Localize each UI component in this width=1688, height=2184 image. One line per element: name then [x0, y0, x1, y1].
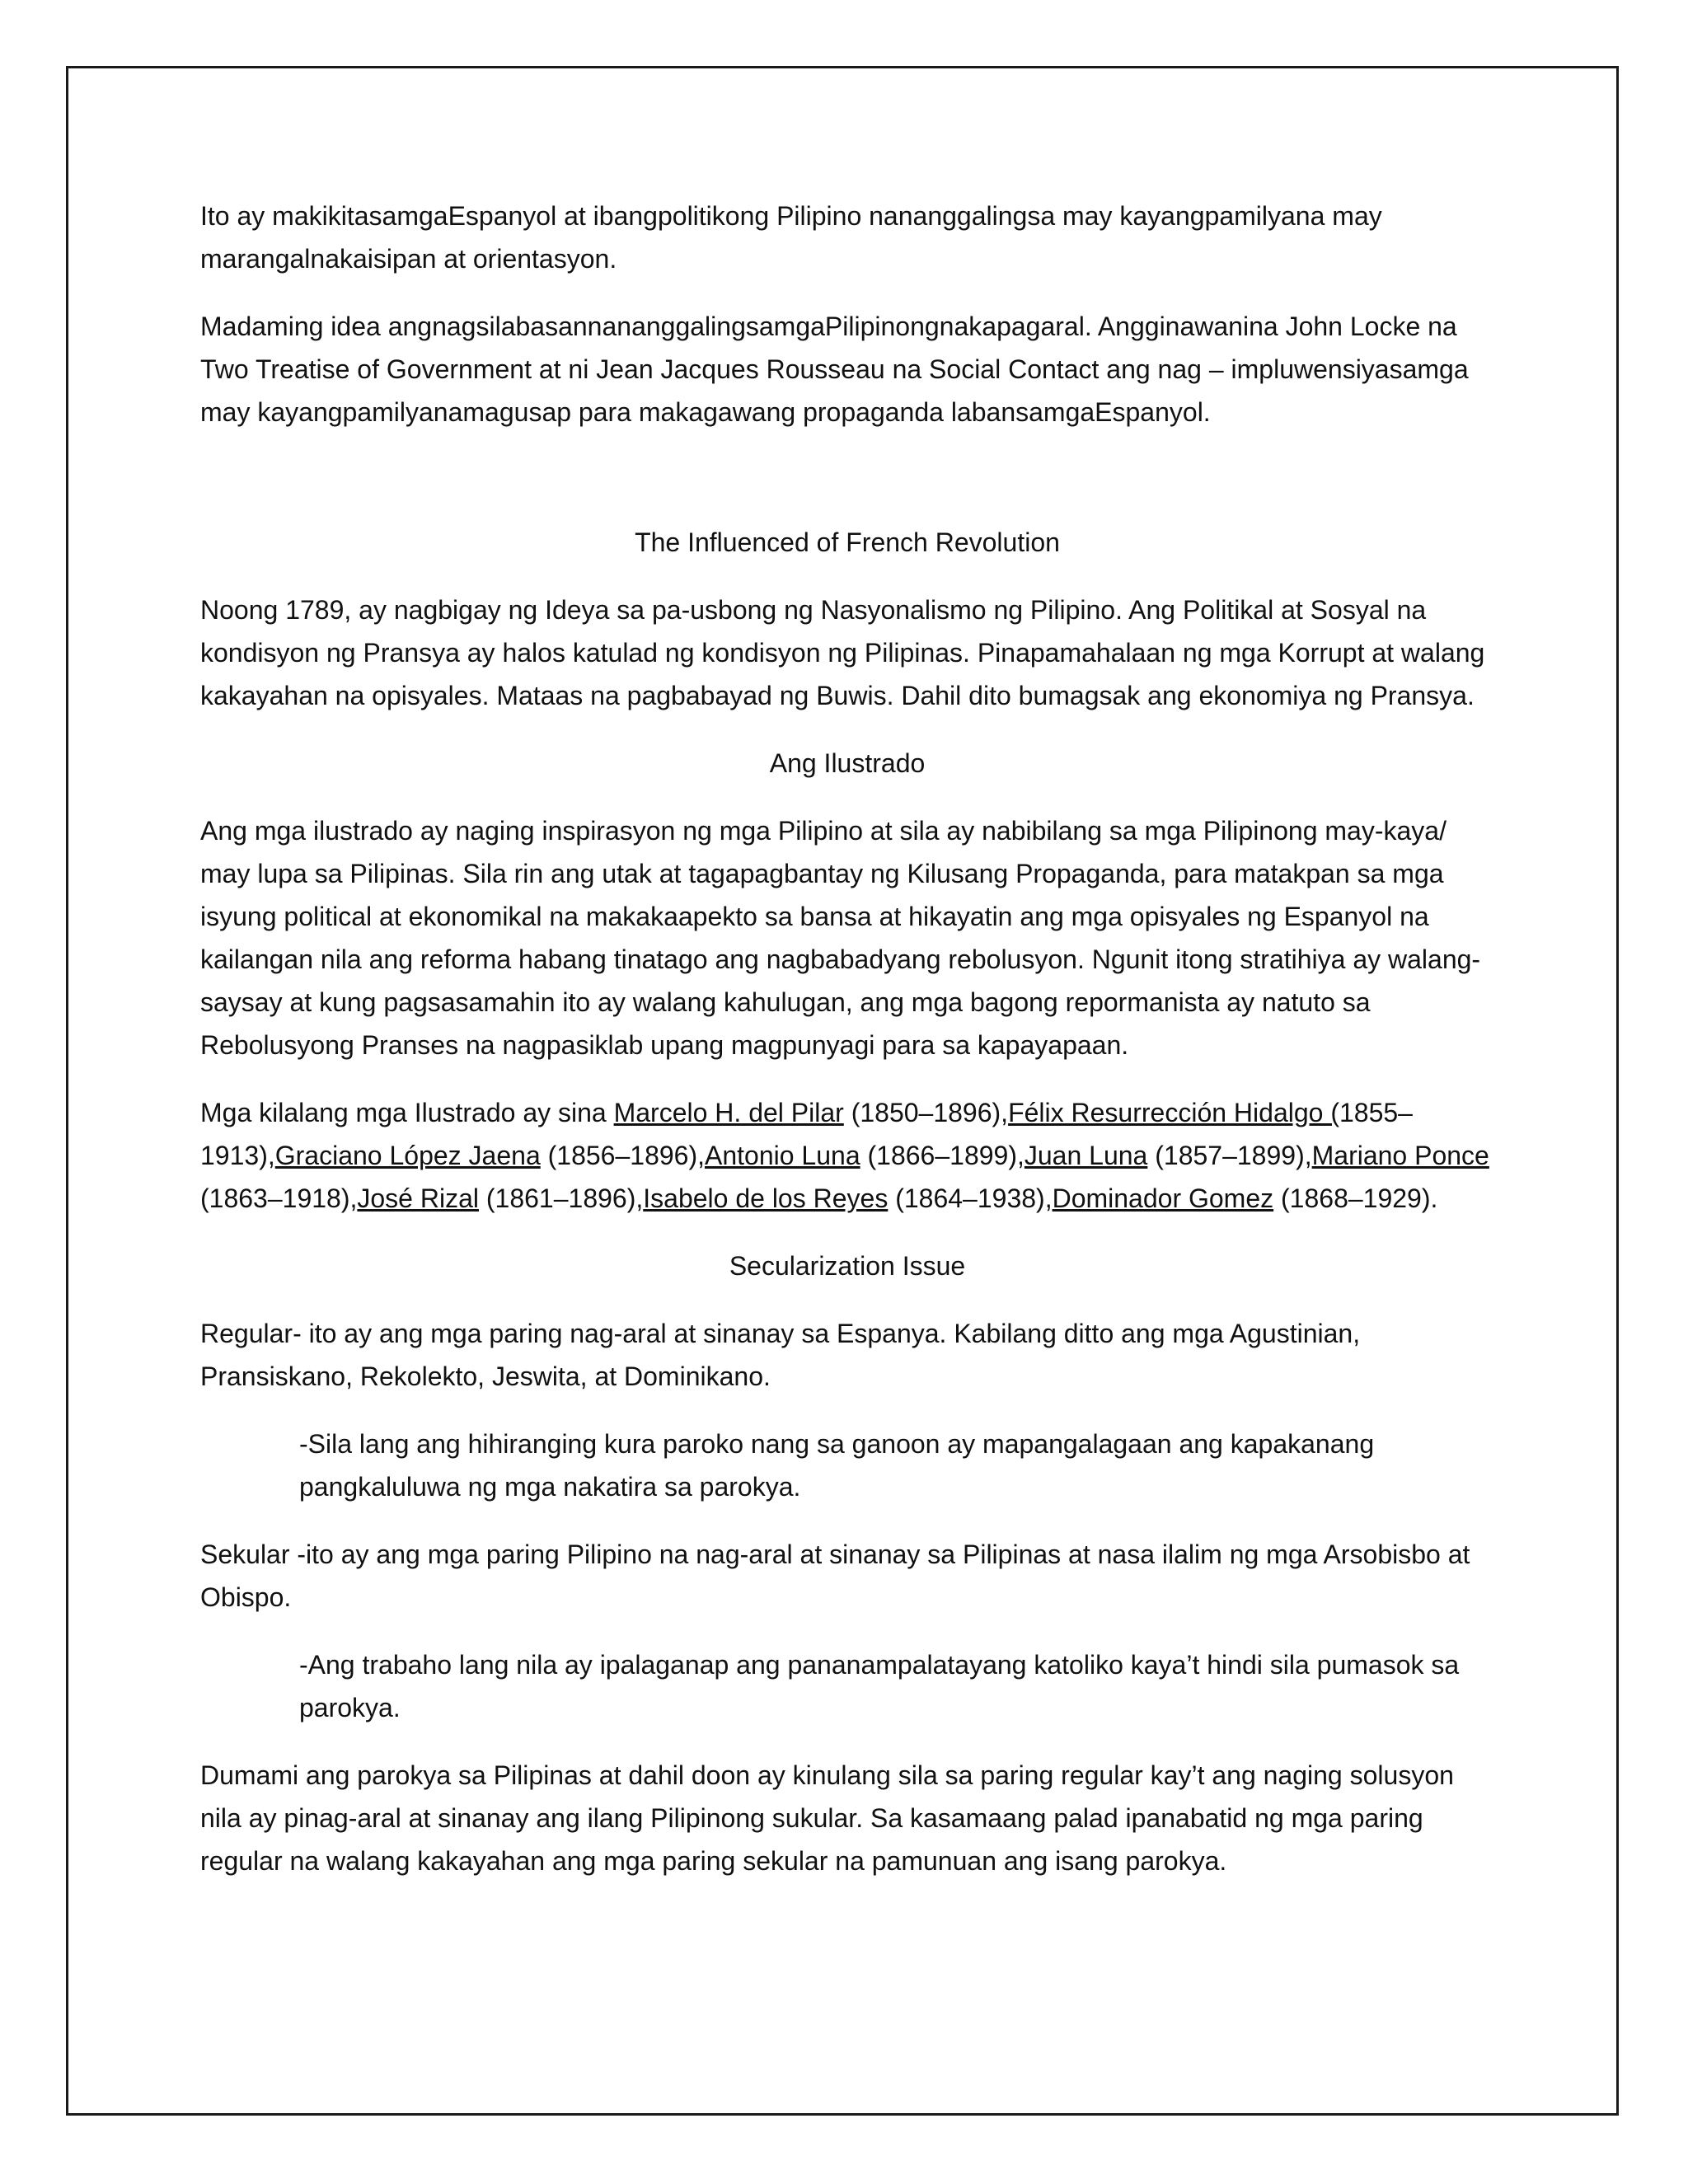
ilustrado-link[interactable]: Marcelo H. del Pilar — [613, 1098, 844, 1127]
ilustrado-dates: (1856–1896), — [540, 1141, 705, 1170]
ilustrado-dates: (1866–1899), — [860, 1141, 1025, 1170]
ilustrado-link[interactable]: José Rizal — [357, 1183, 479, 1213]
paragraph-conclusion: Dumami ang parokya sa Pilipinas at dahil doon ay kinulang sila sa paring regular kay’t ang naging solusyon nila ay pinag-aral at sinanay ang ilang Pilipinong sukular. Sa kasamaang palad ipanabatid ng mga paring regular na walang kakayahan ang mga paring sekular na pamunuan ang isang parokya. — [200, 1760, 1454, 1876]
ilustrado-dates: (1864–1938), — [888, 1183, 1053, 1213]
ilustrado-link[interactable]: Juan Luna — [1024, 1141, 1148, 1170]
ilustrado-dates: (1857–1899), — [1147, 1141, 1312, 1170]
ilustrado-dates: (1850–1896), — [843, 1098, 1009, 1127]
paragraph-french-revolution: Noong 1789, ay nagbigay ng Ideya sa pa-usbong ng Nasyonalismo ng Pilipino. Ang Politikal at Sosyal na kondisyon ng Pransya ay halos katulad ng kondisyon ng Pilipinas. Pinapamahalaan ng mga Korrupt at walang kakayahan na opisyales. Mataas na pagbabayad ng Buwis. Dahil dito bumagsak ang ekonomiya ng Pransya. — [200, 595, 1485, 710]
paragraph-regular: Regular- ito ay ang mga paring nag-aral at sinanay sa Espanya. Kabilang ditto ang mga Agustinian, Pransiskano, Rekolekto, Jeswita, at Dominikano. — [200, 1319, 1361, 1391]
section-heading-french-revolution: The Influenced of French Revolution — [635, 527, 1060, 557]
ilustrado-link[interactable]: Dominador Gomez — [1052, 1183, 1274, 1213]
ilustrado-list-intro: Mga kilalang mga Ilustrado ay sina — [200, 1098, 614, 1127]
paragraph-sekular-note: -Ang trabaho lang nila ay ipalaganap ang pananampalatayang katoliko kaya’t hindi sila pumasok sa parokya. — [299, 1650, 1460, 1722]
document-body — [200, 194, 1494, 1907]
paragraph-ilustrado: Ang mga ilustrado ay naging inspirasyon ng mga Pilipino at sila ay nabibilang sa mga Pilipinong may-kaya/ may lupa sa Pilipinas. Sila rin ang utak at tagapagbantay ng Kilusang Propaganda, para matakpan sa mga isyung political at ekonomikal na makakaapekto sa bansa at hikayatin ang mga opisyales ng Espanyol na kailangan nila ang reforma habang tinatago ang nagbabadyang rebolusyon. Ngunit itong stratihiya ay walang- saysay at kung pagsasamahin ito ay walang kahulugan, ang mga bagong repormanista ay natuto sa Rebolusyong Pranses na nagpasiklab upang magpunyagi para sa kapayapaan. — [200, 816, 1481, 1060]
paragraph-sekular: Sekular -ito ay ang mga paring Pilipino na nag-aral at sinanay sa Pilipinas at nasa ilalim ng mga Arsobisbo at Obispo. — [200, 1540, 1470, 1612]
ilustrado-link[interactable]: Graciano López Jaena — [274, 1141, 541, 1170]
ilustrado-dates: 1855–1913), — [200, 1098, 1413, 1170]
section-heading-secularization: Secularization Issue — [729, 1251, 966, 1281]
ilustrado-dates: (1868–1929). — [1273, 1183, 1438, 1213]
paragraph-intro: Ito ay makikitasamgaEspanyol at ibangpolitikong Pilipino nananggalingsa may kayangpamilyana may marangalnakaisipan at orientasyon. — [200, 201, 1382, 274]
ilustrado-link[interactable]: Félix Resurrección Hidalgo ( — [1008, 1098, 1339, 1127]
ilustrado-link[interactable]: Antonio Luna — [705, 1141, 860, 1170]
ilustrado-dates: (1863–1918), — [200, 1183, 358, 1213]
ilustrado-link[interactable]: Isabelo de los Reyes — [643, 1183, 889, 1213]
paragraph-regular-note: -Sila lang ang hihiranging kura paroko nang sa ganoon ay mapangalagaan ang kapakanang pangkaluluwa ng mga nakatira sa parokya. — [299, 1429, 1375, 1502]
ilustrado-link[interactable]: Mariano Ponce — [1311, 1141, 1489, 1170]
ilustrado-dates: (1861–1896), — [478, 1183, 644, 1213]
paragraph-ideas: Madaming idea angnagsilabasannananggalingsamgaPilipinongnakapagaral. Angginawanina John Locke na Two Treatise of Government at ni Jean Jacques Rousseau na Social Contact ang nag – impluwensiyasamga may kayangpamilyanamagusap para makagawang propaganda labansamgaEspanyol. — [200, 312, 1469, 427]
section-heading-ilustrado: Ang Ilustrado — [769, 748, 926, 778]
paragraph-ilustrado-list — [200, 1091, 1494, 1220]
